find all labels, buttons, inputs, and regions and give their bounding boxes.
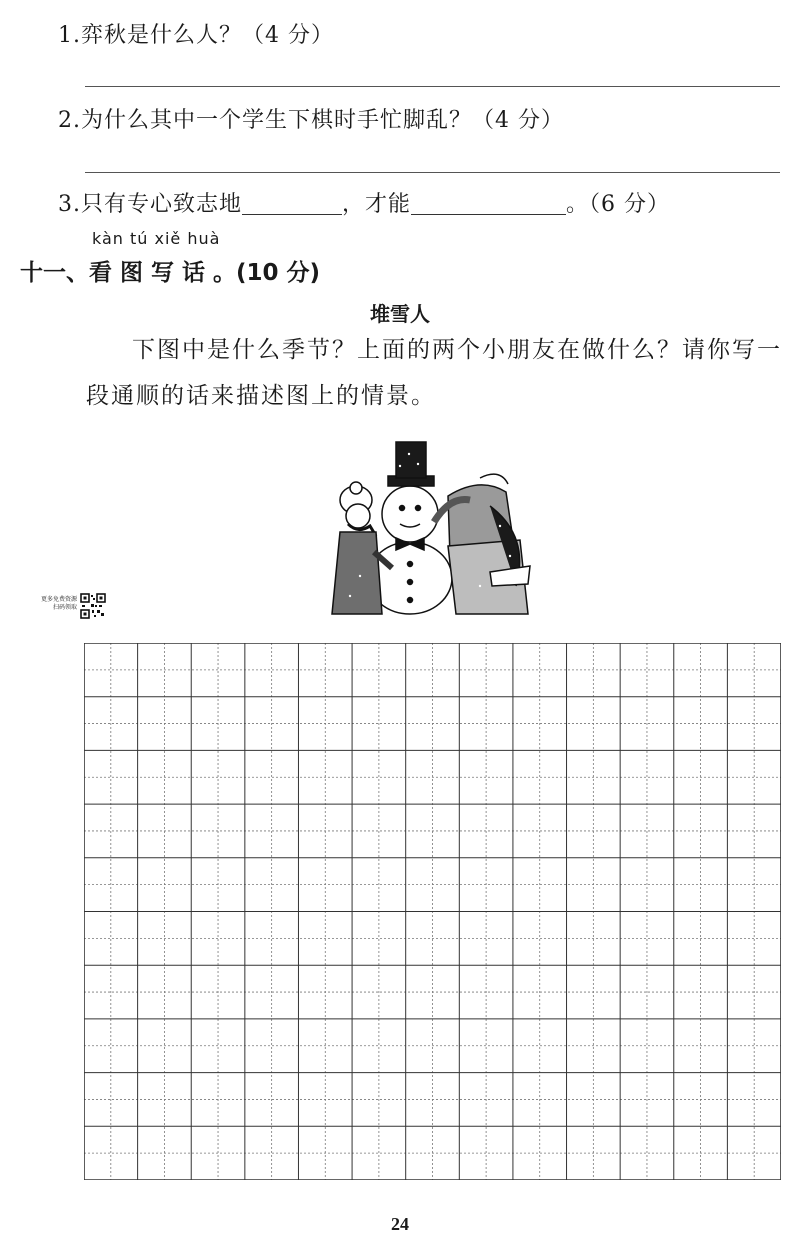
question-text: 弈秋是什么人？（4 分） — [81, 23, 334, 48]
snowman-hat-top — [396, 442, 426, 478]
qr-code-icon[interactable] — [80, 593, 106, 619]
section-heading: 十一、看 图 写 话 。(10 分) — [20, 260, 321, 286]
fill-blank-2[interactable] — [411, 192, 566, 215]
question-number: 3. — [58, 192, 81, 217]
answer-line-2[interactable] — [85, 172, 780, 173]
question-text-part2: ，才能 — [342, 192, 412, 217]
snowman-illustration — [330, 436, 535, 616]
qr-caption-line2: 扫码领取 — [52, 604, 77, 611]
qr-caption-line1: 更多免费资源 — [40, 596, 77, 603]
fill-blank-1[interactable] — [242, 192, 342, 215]
question-number: 1. — [58, 23, 81, 48]
snowman-head — [382, 486, 438, 542]
question-2 — [58, 103, 564, 134]
question-1 — [58, 18, 334, 49]
qr-caption — [37, 596, 77, 612]
question-3 — [58, 187, 670, 218]
answer-line-1[interactable] — [85, 86, 780, 87]
section-pinyin: kàn tú xiě huà — [92, 229, 221, 248]
composition-title: 堆雪人 — [370, 302, 430, 326]
girl-left-coat — [332, 532, 382, 614]
question-text-part1: 只有专心致志地 — [81, 192, 243, 217]
page-number: 24 — [391, 1214, 409, 1234]
question-text-part3: 。（6 分） — [566, 192, 671, 217]
composition-prompt: 下图中是什么季节？上面的两个小朋友在做什么？请你写一段通顺的话来描述图上的情景。 — [86, 337, 782, 409]
writing-grid[interactable] — [84, 643, 781, 1180]
question-text: 为什么其中一个学生下棋时手忙脚乱？（4 分） — [81, 108, 564, 133]
question-number: 2. — [58, 108, 81, 133]
